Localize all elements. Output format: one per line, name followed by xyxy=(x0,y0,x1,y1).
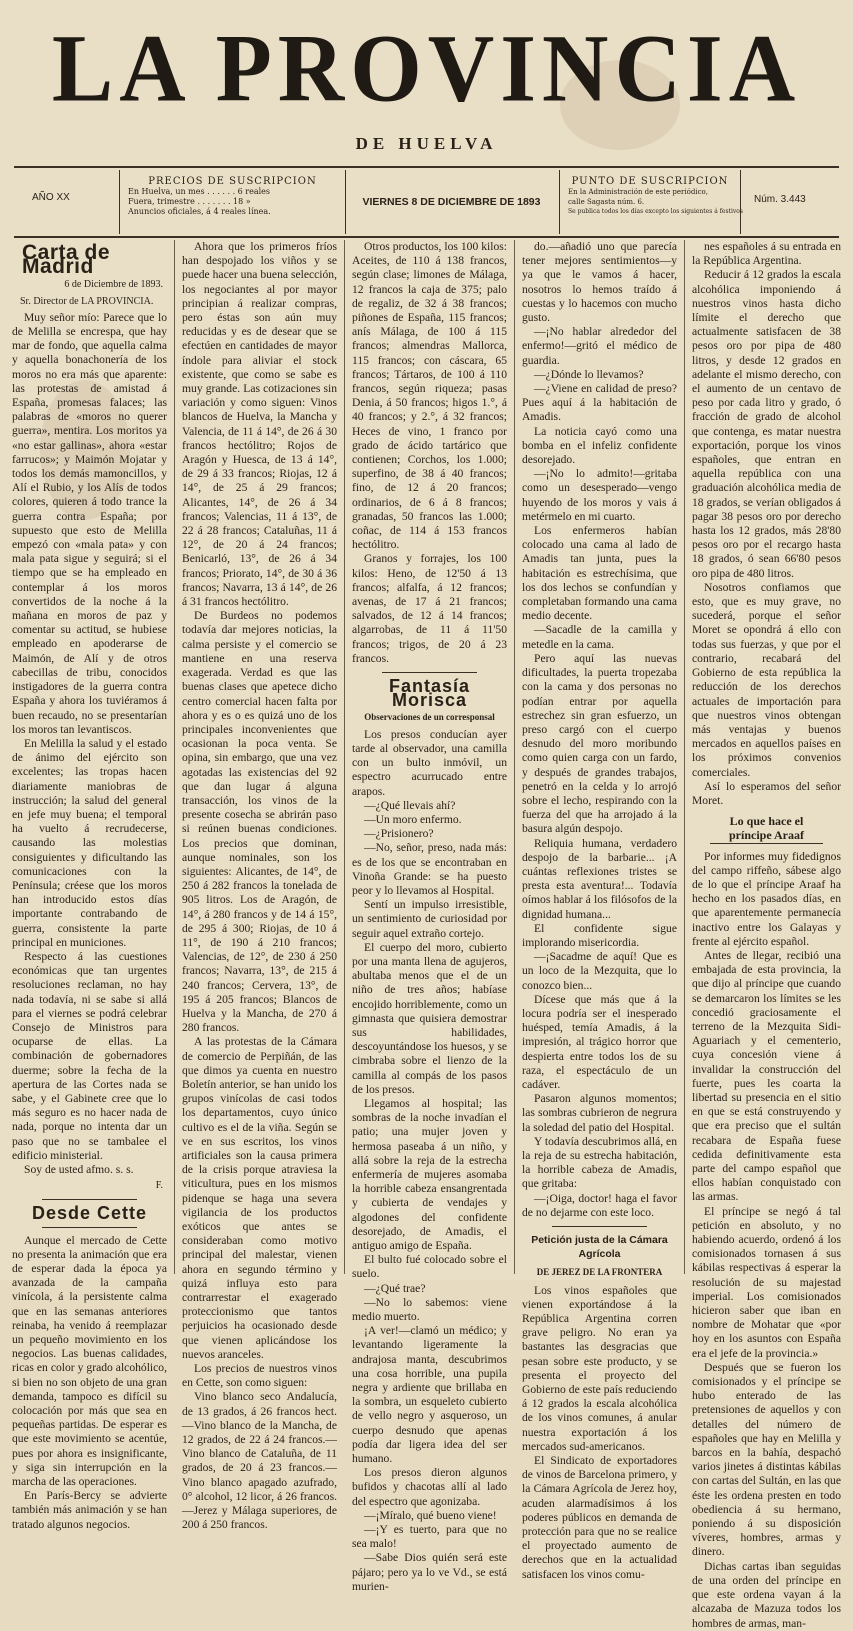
masthead-title: LA PROVINCIA xyxy=(51,14,802,122)
point-line: Se publica todos los días excepto los siguientes á festivos xyxy=(568,208,743,215)
principe-araaf-heading: Lo que hace el príncipe Araaf xyxy=(710,814,823,843)
column-5 xyxy=(692,240,841,1630)
issue-number: Núm. 3.443 xyxy=(754,194,806,205)
salutation: Sr. Director de LA PROVINCIA. xyxy=(20,295,154,307)
article-paragraph: Reducir á 12 grados la escala alcohólica imponiendo á nuestros vinos hasta dicho límite el derecho que actualmente satisfacen de 38 pesos oro por pipa de 480 litros, y desde 12 grados en adelante el mismo derecho, con el aumento de un centavo de peso por cada litro y grado, ó fracción de grado de alcohol que contenga, es matar nuestra exportación, porque los vinos españoles, que entran en aquella república con una graduación alcohólica media de 18 grados, se verían obligados á pagar 38 pesos oro por derecho hasta los 12 grados, más 28'80 pesos oro por el recargo hasta 18 grados, ó sean 66'80 pesos oro pipa de 480 litros. xyxy=(692,268,841,580)
article-paragraph: —Un moro enfermo. xyxy=(364,812,462,826)
article-paragraph: Los vinos españoles que vienen exportándose á la República Argentina corren grave peligro. No eran ya bastantes las desgracias que pesan sobre este producto, y se presenta el proyecto del Gobierno de este país reduciendo á 12 grados la escala alcohólica de los vinos comunes, á anular nuestra exportación á los mercados sud-americanos. xyxy=(522,1283,677,1453)
article-paragraph: Ahora que los primeros fríos han despojado los viños y se puede hacer una buena selección, los negociantes al por mayor principian á realizar compras, pero éstas son aún muy reducidas y es de desear que se efectúen en cantidades de mayor índole para aliviar el stock existente, que como se sabe es muy grande. Las cotizaciones sin variación y como siguen: Vinos blancos de Huelva, la Mancha y Valencia, de 11 á 14°, de 26 á 30 francos hectólitro; Rojos de Aragón y Huesca, de 13 á 14°, de 29 á 33 francos; Riojas, 12 á 14°, de 25 á 29 francos; Alicantes, 14°, de 26 á 34 francos; Valencias, 11 á 13°, de 22 á 28 francos; Cataluñas, 11 á 12°, de 20 á 24 francos; Benicarló, 13°, de 26 á 34 francos; Priorato, 14°, de 30 á 36 francos; Navarra, 13 á 14°, de 26 á 31 francos hectólitro. xyxy=(182,240,337,609)
column-divider xyxy=(344,240,345,1274)
subscription-point-box xyxy=(559,170,741,234)
desde-cette-heading: Desde Cette xyxy=(31,1203,148,1224)
signature: F. xyxy=(155,1180,163,1192)
peticion-justa-heading: Petición justa de la Cámara Agrícola xyxy=(531,1234,668,1261)
article-paragraph: Después que se fueron los comisionados y el príncipe se hubo enterado de las pretensiones de aquellos y con detalles del número de españoles que hay en Melilla y barcos en la bahía, despachó varios jinetes á distintas kábilas con cartas del Sultán, en las que éste les ordena presten en todo obediencia á su hermano, poniendo á su disposición víveres, hombres, armas y dinero. xyxy=(692,1360,841,1559)
column-4 xyxy=(522,240,677,1581)
column-1 xyxy=(12,240,167,1531)
article-paragraph: Dichas cartas iban seguidas de una orden del príncipe en que este ordena vayan á la alcazaba de Mazuza todos los hombres de armas, man- xyxy=(692,1559,841,1630)
article-paragraph: —No lo sabemos: viene medio muerto. xyxy=(352,1295,507,1324)
article-paragraph: —¡Oiga, doctor! haga el favor de no dejarme con este loco. xyxy=(522,1191,677,1219)
article-paragraph: Sentí un impulso irresistible, un sentimiento de curiosidad por seguir aquel extraño cortejo. xyxy=(352,898,507,940)
article-paragraph: Los precios de nuestros vinos en Cette, son como siguen: xyxy=(182,1362,337,1390)
section-divider xyxy=(552,1226,647,1227)
section-divider xyxy=(42,1227,137,1228)
article-paragraph: En Melilla la salud y el estado de ánimo del ejército son excelentes; las tropas hacen diariamente maniobras de instrucción; la salud del general en jefe muy buena; el temporal ha vuelto á recrudecerse, causando las molestias consiguientes y dificultando las comunicaciones con la Península; créese que los moros han introducido estos días importante contrabando de guerra, consistente la parte principal en municiones. xyxy=(12,736,167,949)
article-paragraph: Así lo esperamos del señor Moret. xyxy=(692,779,841,807)
article-paragraph: —¿Prisionero? xyxy=(364,827,434,841)
article-paragraph: Pero aquí las nuevas dificultades, la puerta tropezaba con la cama y dos personas no podían entrar por aquella estrechez sin gran esfuerzo, un preso cargó con el cuerpo desnudo del moro moribundo como quien carga con un fardo, y después de grandes trabajos, penetró en la celda y lo arrojó sobre el lecho, respirando con la fuerza del que ha arrojado á la basura algún despojo. xyxy=(522,651,677,836)
issue-date: VIERNES 8 DE DICIEMBRE DE 1893 xyxy=(362,196,541,208)
article-paragraph: Muy señor mío: Parece que lo de Melilla se encrespa, que hay mar de fondo, que aquella calma y aquella bonachonería de los moros no era más que aparente: las protestas de amistad á España, promesas falaces; las palabras de «moros no querer guerra», mentira. Los moritos ya «no estar gallinas», ahora «estar farrucos»; y Maimón Mojatar y todos los demás mamoncillos, y Alí el Rubio, y los Alís de todos colores, quieren á todo trance la guerra contra España; por supuesto que esto de Melilla empezó con «mala pata» y con mala pata sigue y seguirá; si el tiempo que se ha empleado en contemplar á los moros convertidos de la noche á la mañana en moros de paz y comentar su actitud, se hubiese empleado en apoderarse de Maimón, de Alí y de otros cabecillas de tribu, conocidos instigadores de la guerra contra España y ahora los tuviéramos á buen recaudo, no se presentarían los moros tan levantiscos. xyxy=(12,310,167,736)
article-paragraph: Llegamos al hospital; las sombras de la noche invadían el patio; una mujer joven y hermosa paseaba á un niño, y allá sobre la reja de la estrecha enfermería de mujeres asomaba la horrible cabeza ensangrentada y cubierta de vendajes y algodones del confidente desorejado, de Amadis, el antiguo amigo de España. xyxy=(352,1096,507,1253)
article-paragraph: El bulto fué colocado sobre el suelo. xyxy=(352,1253,507,1281)
section-divider xyxy=(382,672,477,673)
article-paragraph: Dícese que más que á la locura podría ser el inesperado huésped, temía Amadis, á la impresión, al trágico horror que despierta entre todos los de su raza, el espectáculo de un cadáver. xyxy=(522,992,677,1091)
article-paragraph: Nosotros confiamos que esto, que es muy grave, no sucederá, porque el señor Moret se opondrá á ello con todas sus fuerzas, y que por el contrario, recabará del Gobierno de esta república la reducción de los derechos actuales de importación para que nuestros vinos obtengan más ventajas y buenos mercados en aquellos países en los próximos convenios comerciales. xyxy=(692,580,841,779)
article-paragraph: El cuerpo del moro, cubierto por una manta llena de agujeros, abultaba menos que el de un niño de tres años; habíase encojido horriblemente, como un gimnasta que quisiera demostrar sus habilidades, descoyuntándose los huesos, y se cimbraba sobre el lienzo de la camilla al compás de los pasos de los presos. xyxy=(352,940,507,1096)
dateline: 6 de Diciembre de 1893. xyxy=(64,279,163,291)
article-paragraph: Otros productos, los 100 kilos: Aceites, de 110 á 138 francos, según clase; limones de Málaga, 12 francos la caja de 375; palo de regaliz, de 32 á 38 francos; piñones de España, 115 francos; anís Málaga, de 100 á 115 francos; almendras Mallorca, 115 francos; con cáscara, 65 francos; Tártaros, de 100 á 110 francos, según riqueza; pasas Denia, á 50 francos; higos 1.°, á 40 francos; y 2.°, á 32 francos; Heces de vino, 1 franco por grado de ácido tartárico que contienen; Corchos, los 1.000; superfino, de 38 á 40 francos; fino, de 12 á 20 francos; ordinarios, de 6 á 8 francos; granadas, 50 francos las 1.000; coñac, de 114 á 153 francos hectólitro. xyxy=(352,240,507,552)
article-paragraph: —¡No lo admito!—gritaba como un desesperado—vengo huyendo de los moros y vais á metérmelo en mi cuarto. xyxy=(522,467,677,523)
article-paragraph: —¡Míralo, qué bueno viene! xyxy=(364,1508,497,1522)
article-paragraph: —¡Y es tuerto, para que no sea malo! xyxy=(352,1523,507,1551)
article-paragraph: Los presos dieron algunos bufidos y chacotas allí al lado del espectro que agonizaba. xyxy=(352,1466,507,1508)
point-line: En la Administración de este periódico, xyxy=(568,188,708,196)
subscription-point-header: PUNTO DE SUSCRIPCION xyxy=(571,176,729,187)
article-paragraph: Granos y forrajes, los 100 kilos: Heno, de 12'50 á 13 francos; alfalfa, á 12 francos; avenas, de 17 á 21 francos; salvados, de 12 á 14 francos; algarrobas, de 11 á 11'50 francos; trigos, de 20 á 23 francos. xyxy=(352,552,507,665)
article-paragraph: El príncipe se negó á tal petición en absoluto, y no habiendo acuerdo, ordenó á los comisionados tornasen á sus kábilas respectivas á esperar la resolución de su majestad imperial. Los comisionados hicieron saber que iban en nombre de Mohatar que «por hoy en los asuntos con España era el jefe de la provincia.» xyxy=(692,1204,841,1360)
bottom-rule xyxy=(14,236,839,238)
price-line: Fuera, trimestre . . . . . . . 18 » xyxy=(128,197,251,206)
article-paragraph: Vino blanco seco Andalucía, de 13 grados, á 26 francos hect.—Vino blanco de la Mancha, de 12 grados, de 22 á 24 francos.—Vino blanco de Cataluña, de 11 grados, de 20 á 23 francos.—Vino blanco apagado azufrado, 0° alcohol, 12 licor, á 26 francos.—Jerez y Málaga superiores, de 200 á 250 francos. xyxy=(182,1390,337,1532)
article-paragraph: —¿Dónde lo llevamos? xyxy=(534,367,644,381)
article-paragraph: do.—añadió uno que parecía tener mejores sentimientos—y ya que le vamos á hacer, nosotros lo hemos traído á cuestas y lo hacemos con mucho gusto. xyxy=(522,240,677,325)
article-paragraph: Soy de usted afmo. s. s. xyxy=(24,1163,134,1176)
article-paragraph: —¿Viene en calidad de preso? Pues aquí á la habitación de Amadis. xyxy=(522,382,677,424)
article-paragraph: —¡Sacadme de aquí! Que es un loco de la Mezquita, que lo conozco bien... xyxy=(522,950,677,992)
article-paragraph: nes españoles á su entrada en la República Argentina. xyxy=(692,240,841,268)
column-divider xyxy=(684,240,685,1274)
column-divider xyxy=(174,240,175,1274)
subscription-prices-header: PRECIOS DE SUSCRIPCION xyxy=(148,176,317,187)
fantasia-morisca-heading: Fantasía Morisca xyxy=(388,676,471,711)
year-label: AÑO XX xyxy=(32,192,70,203)
masthead-subtitle: DE HUELVA xyxy=(355,134,498,153)
peticion-justa-subheading: DE JEREZ DE LA FRONTERA xyxy=(536,1267,663,1278)
column-divider xyxy=(514,240,515,1274)
article-paragraph: Antes de llegar, recibió una embajada de esta provincia, la que dijo al príncipe que cuando se demarcaron los límites se les concedió graciosamente el terreno de la Mezquita Sidi-Aguariach y el cementerio, cuya concesión viene á invalidar la construcción del fuerte, pues les coarta la libertad su presencia en el sitio en que se está construyendo y que era preciso que el sultán recabara de España fuese cedida definitivamente esta parte del campo español que ellos habían conquistado con las armas. xyxy=(692,948,841,1204)
subscription-prices-box xyxy=(119,170,346,234)
columns xyxy=(12,240,841,1630)
article-paragraph: —Sabe Dios quién será este pájaro; pero ya lo ve Vd., se está murien- xyxy=(352,1551,507,1593)
article-paragraph: —¡No hablar alrededor del enfermo!—gritó el médico de guardia. xyxy=(522,325,677,367)
point-line: calle Sagasta núm. 6. xyxy=(568,198,645,206)
article-paragraph: Reliquia humana, verdadero despojo de la barbarie... ¡A cuántas reflexiones tristes se presta esta aventura!... Todavía oímos hablar á los filósofos de la dignidad humana... xyxy=(522,836,677,921)
article-paragraph: Pasaron algunos momentos; las sombras cubrieron de negrura la soledad del patio del Hospital. xyxy=(522,1092,677,1134)
column-3 xyxy=(352,240,507,1593)
column-2 xyxy=(182,240,337,1532)
info-row xyxy=(14,170,839,234)
article-paragraph: —¿Qué llevais ahí? xyxy=(364,798,456,812)
article-paragraph: Los presos conducían ayer tarde al observador, una camilla con un bulto inmóvil, un espectro acurrucado entre arapos. xyxy=(352,727,507,798)
article-paragraph: —¿Qué trae? xyxy=(364,1281,426,1295)
article-paragraph: En París-Bercy se advierte también más animación y se han tratado algunos negocios. xyxy=(12,1489,167,1531)
article-paragraph: El Sindicato de exportadores de vinos de Barcelona primero, y la Cámara Agrícola de Jerez hoy, acuden alarmadísimos á los poderes públicos en demanda de protección para que no se realice el proyectado aumento de derechos que en la actualidad satisfacen los vinos comu- xyxy=(522,1454,677,1581)
article-paragraph: Y todavía descubrimos allá, en la reja de su estrecha habitación, la horrible cabeza de Amadis, que gritaba: xyxy=(522,1134,677,1191)
article-paragraph: Los enfermeros habían colocado una cama al lado de Amadis tan junta, pues la habitación es estrechísima, que los dos lechos se confundían y completaban formando una cama medio decente. xyxy=(522,524,677,623)
price-line: En Huelva, un mes . . . . . . 6 reales xyxy=(128,187,271,196)
top-rule xyxy=(14,166,839,168)
article-paragraph: —Sacadle de la camilla y metedle en la cama. xyxy=(522,623,677,651)
price-line: Anuncios oficiales, á 4 reales línea. xyxy=(128,207,271,216)
article-paragraph: De Burdeos no podemos todavía dar mejores noticias, la calma persiste y el comercio se mantiene en una reserva exagerada. Verdad es que las buenas clases que apetece dicho centro comercial hacen falta por ahora y es o es quizá uno de los principales inconvenientes que ocasionan la poca venta. Se opina, sin embargo, que una vez agotadas las existencias del 92 que dan lugar á alguna transacción, los vinos de la presente cosecha se abrirán paso si reúnen buenas condiciones. Los precios que dominan, aunque nominales, son los siguientes: Alicantes, de 14°, de 250 á 282 francos la tonelada de 905 litros. Los de Aragón, de 14°, á 280 francos y de 14 á 15°, de 295 á 300; Riojas, de 10 á 11°, de 190 á 210 francos; Valencias, de 12°, de 230 á 250 francos; Navarra, 13°, de 215 á 240 francos; Cervera, 13°, de 195 á 205 francos; Blancos de Huelva y la Mancha, de 270 á 280 francos. xyxy=(182,609,337,1035)
carta-de-madrid-heading: Carta de Madrid xyxy=(22,241,111,279)
article-paragraph: —No, señor, preso, nada más: es de los que se encontraban en Vinoña Grande: se ha puesto peor y lo llevamos al Hospital. xyxy=(352,841,507,897)
fantasia-morisca-subheading: Observaciones de un corresponsal xyxy=(364,711,495,722)
article-paragraph: Respecto á las cuestiones económicas que tan urgentes resoluciones reclaman, no hay nada todavía, ni se sabe si allá para el viernes se podrá celebrar Consejo de Ministros para ocuparse de ellas. La combinación de gobernadores duerme; sobre la fecha de la apertura de las Cortes nada se sabe, y el Gabinete cree que lo más seguro es no hacer nada de nada, porque no intenta dar un paso que no se tambalee el edificio ministerial. xyxy=(12,949,167,1162)
article-paragraph: ¡A ver!—clamó un médico; y levantando ligeramente la andrajosa manta, descubrimos una cosa horrible, una pupila negra y ardiente que brillaba en la sombra, un esqueleto cubierto de vello negro y asqueroso, un cuerpo desnudo que apenas podía dar ligera idea del ser humano. xyxy=(352,1324,507,1466)
article-paragraph: El confidente sigue implorando misericordia. xyxy=(522,921,677,949)
article-paragraph: A las protestas de la Cámara de comercio de Perpiñán, de las que dimos ya cuenta en nuestro Boletín anterior, se han unido los grupos vinícolas de casi todos los departamentos, cuyo único cultivo es el de la viña. Según se ve en sus escritos, los vinos artificiales son la causa primera de la crisis porque atraviesa la viticultura, pues en los mismos pidenque se haga una severa vigilancia de los productos exóticos que antes se consideraban como motivo principal del malestar, vienen ahora en segundo término y quizá influya esto para contrarrestar el exagerado proteccionismo que tantos perjuicios ha ocasionado desde que vienen aplicándose los nuevos aranceles. xyxy=(182,1035,337,1361)
article-paragraph: Por informes muy fidedignos del campo riffeño, sábese algo de lo que el príncipe Araaf ha hecho en los pasados días, en que aparentemente permanecía inactivo entre los Galayas y frente al ejército español. xyxy=(692,849,841,948)
section-divider xyxy=(42,1199,137,1200)
article-paragraph: Aunque el mercado de Cette no presenta la animación que era de esperar dada la época ya avanzada de la campaña vinícola, á la persistente calma que en las semanas anteriores reinaba, ha venido á reemplazar un pequeño movimiento en los negocios. Las buenas calidades, ricas en color y grado alcohólico, si bien no son objeto de una gran demanda, tampoco es difícil su colocación por más que sea en pequeñas partidas. De esperar es que este movimiento se acentúe, pues por ahora es insignificante, y siga sin interrupción en la marcha de las operaciones. xyxy=(12,1233,167,1489)
article-paragraph: La noticia cayó como una bomba en el infeliz confidente desorejado. xyxy=(522,424,677,467)
